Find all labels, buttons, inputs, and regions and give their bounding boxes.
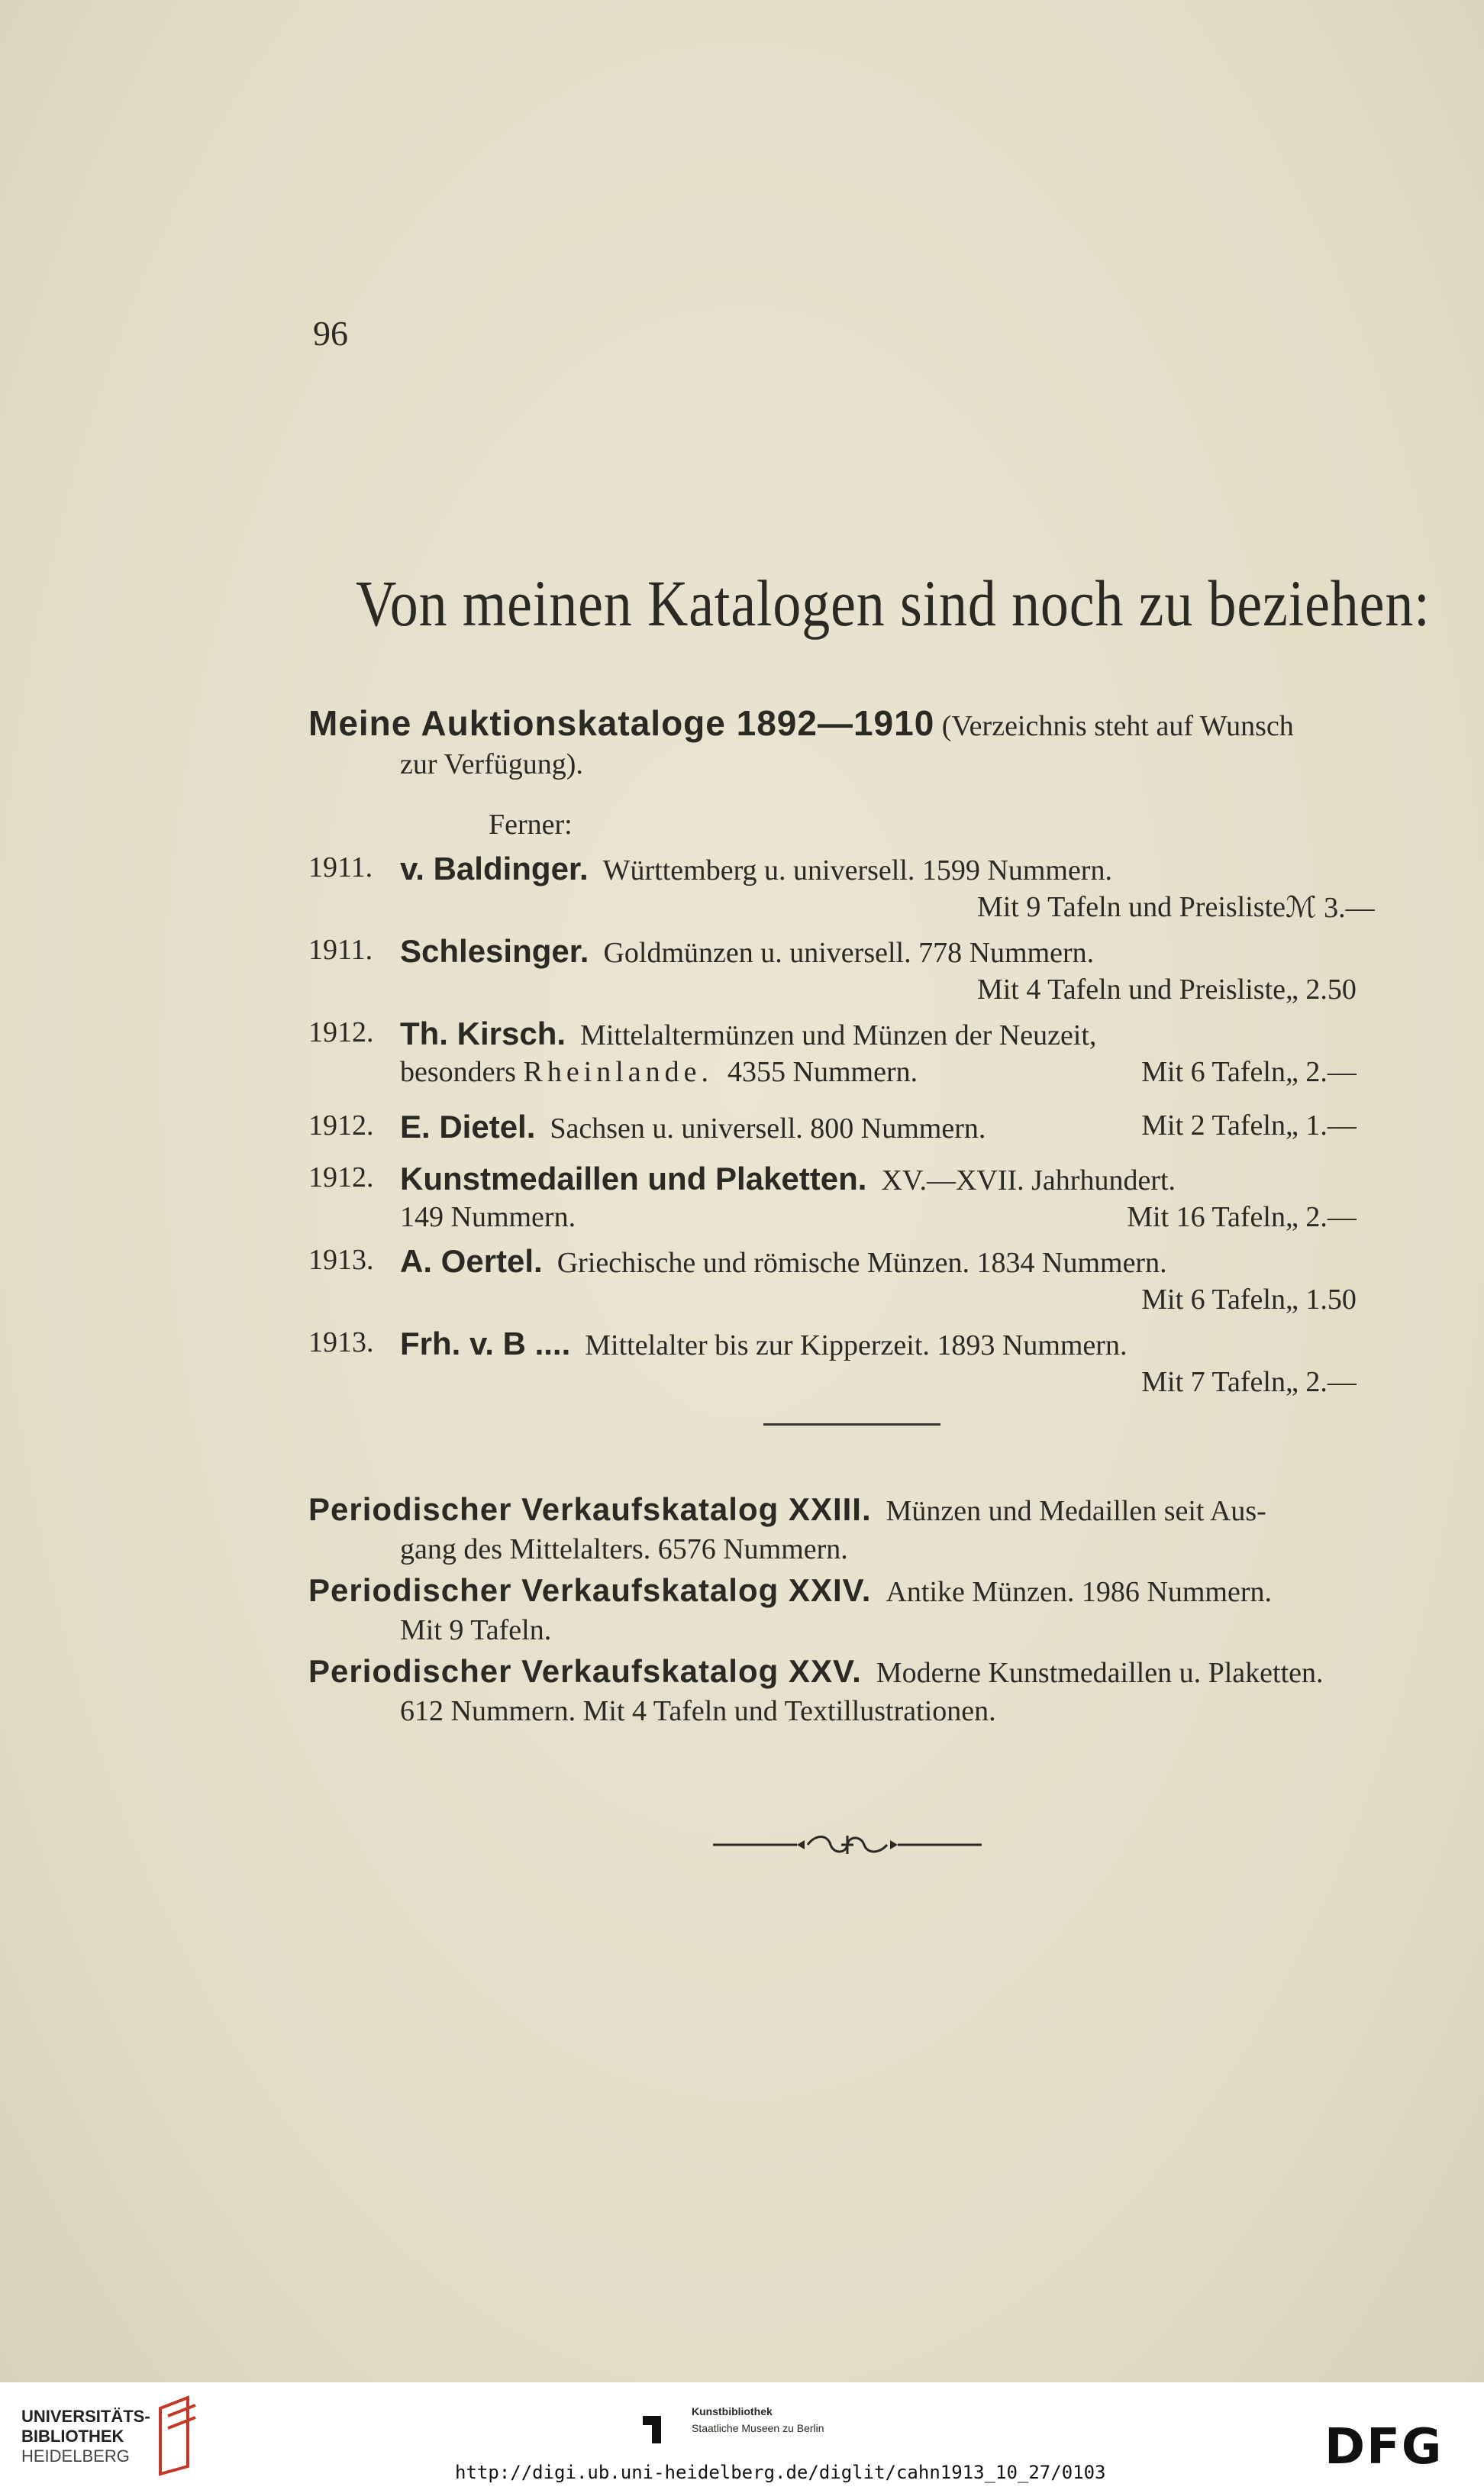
catalog-entry — [308, 851, 1392, 930]
catalog-entry — [308, 1109, 1392, 1148]
catalog-price: „ 2.— — [1286, 1366, 1357, 1398]
periodical-name: Periodischer Verkaufskatalog XXIV. — [308, 1572, 872, 1608]
kunstbibliothek-logo-icon — [638, 2405, 681, 2448]
catalog-entry — [308, 1016, 1392, 1095]
periodical-line2: Mit 9 Tafeln. — [400, 1614, 552, 1646]
auction-catalogs-paragraph — [308, 704, 1392, 783]
catalog-plates: Mit 9 Tafeln und Preisliste — [976, 891, 1286, 923]
catalog-year: 1913. — [308, 1326, 374, 1358]
catalog-description: Mittelalter bis zur Kipperzeit. 1893 Nummern. — [585, 1329, 1128, 1361]
catalog-line2: 4355 Nummern. — [727, 1056, 918, 1088]
catalog-price: „ 1.— — [1286, 1109, 1357, 1142]
catalog-entry — [308, 1326, 1392, 1405]
catalog-entry — [308, 933, 1392, 1012]
catalog-price: „ 2.50 — [1286, 974, 1357, 1006]
periodical-description: Münzen und Medaillen seit Aus- — [886, 1495, 1266, 1527]
catalog-line2-spaced: Rheinlande. — [523, 1056, 714, 1088]
catalog-description: Griechische und römische Münzen. 1834 Nummern. — [556, 1247, 1167, 1279]
catalog-year: 1911. — [308, 851, 373, 883]
periodical-entry — [308, 1571, 1392, 1649]
periodical-entry — [308, 1490, 1392, 1568]
catalog-name: v. Baldinger. — [400, 851, 589, 887]
catalog-description: Sachsen u. universell. 800 Nummern. — [550, 1113, 986, 1145]
periodical-name: Periodischer Verkaufskatalog XXV. — [308, 1653, 862, 1689]
periodical-name: Periodischer Verkaufskatalog XXIII. — [308, 1491, 872, 1527]
dfg-logo: DFG — [1324, 2419, 1444, 2475]
periodical-description: Antike Münzen. 1986 Nummern. — [886, 1576, 1272, 1608]
kb-line2: Staatliche Museen zu Berlin — [692, 2422, 824, 2434]
catalog-description: XV.—XVII. Jahrhundert. — [881, 1164, 1176, 1197]
catalog-plates: Mit 6 Tafeln — [1141, 1056, 1286, 1088]
catalog-price: „ 2.— — [1286, 1056, 1357, 1088]
ub-heidelberg-label — [21, 2407, 150, 2466]
auction-catalogs-heading: Meine Auktionskataloge 1892—1910 — [308, 703, 935, 743]
periodical-line2: gang des Mittelalters. 6576 Nummern. — [400, 1533, 848, 1565]
periodical-line2: 612 Nummern. Mit 4 Tafeln und Textillustrationen. — [400, 1695, 996, 1727]
catalog-plates: Mit 4 Tafeln und Preisliste — [976, 974, 1286, 1006]
catalog-plates: Mit 2 Tafeln — [1141, 1109, 1286, 1142]
catalog-price: „ 2.— — [1286, 1201, 1357, 1233]
catalog-plates: Mit 6 Tafeln — [1141, 1284, 1286, 1316]
periodical-description: Moderne Kunstmedaillen u. Plaketten. — [876, 1657, 1324, 1689]
auction-catalogs-note: (Verzeichnis steht auf Wunsch — [941, 710, 1294, 742]
page-title: Von meinen Katalogen sind noch zu beziehen: — [356, 567, 1431, 640]
catalog-year: 1913. — [308, 1244, 374, 1276]
digitization-footer — [0, 2382, 1484, 2490]
section-divider — [763, 1423, 940, 1426]
ferner-label: Ferner: — [489, 809, 573, 841]
periodical-entry — [308, 1652, 1392, 1730]
catalog-description: Württemberg u. universell. 1599 Nummern. — [602, 854, 1112, 887]
ub-heidelberg-logo-icon — [150, 2393, 203, 2477]
catalog-line2: 149 Nummern. — [400, 1201, 576, 1233]
decorative-ornament-icon — [713, 1830, 982, 1860]
catalog-plates: Mit 16 Tafeln — [1127, 1201, 1286, 1233]
catalog-description: Goldmünzen u. universell. 778 Nummern. — [603, 937, 1095, 969]
catalog-name: E. Dietel. — [400, 1109, 536, 1145]
catalog-name: Th. Kirsch. — [400, 1016, 566, 1051]
catalog-year: 1912. — [308, 1161, 374, 1193]
catalog-name: Schlesinger. — [400, 933, 589, 969]
catalog-name: A. Oertel. — [400, 1243, 543, 1279]
page-number: 96 — [313, 314, 348, 353]
catalog-plates: Mit 7 Tafeln — [1141, 1366, 1286, 1398]
source-url-link[interactable]: http://digi.ub.uni-heidelberg.de/diglit/cahn1913_10_27/0103 — [455, 2462, 1106, 2483]
catalog-entry — [308, 1243, 1392, 1323]
catalog-line2-prefix: besonders — [400, 1056, 516, 1088]
kb-line1: Kunstbibliothek — [692, 2405, 773, 2417]
ub-line2: BIBLIOTHEK — [21, 2427, 124, 2446]
catalog-price: „ 1.50 — [1286, 1284, 1357, 1316]
catalog-description: Mittelaltermünzen und Münzen der Neuzeit, — [580, 1019, 1097, 1051]
ub-line1: UNIVERSITÄTS- — [21, 2407, 150, 2426]
catalog-year: 1911. — [308, 934, 373, 966]
catalog-entry — [308, 1161, 1392, 1240]
catalog-price: ℳ 3.— — [1286, 892, 1375, 924]
ub-line3: HEIDELBERG — [21, 2446, 130, 2466]
kunstbibliothek-label — [638, 2405, 824, 2452]
catalog-name: Frh. v. B .... — [400, 1326, 571, 1361]
catalog-name: Kunstmedaillen und Plaketten. — [400, 1161, 867, 1197]
catalog-year: 1912. — [308, 1109, 374, 1142]
auction-catalogs-note-line2: zur Verfügung). — [400, 748, 583, 780]
catalog-year: 1912. — [308, 1016, 374, 1048]
